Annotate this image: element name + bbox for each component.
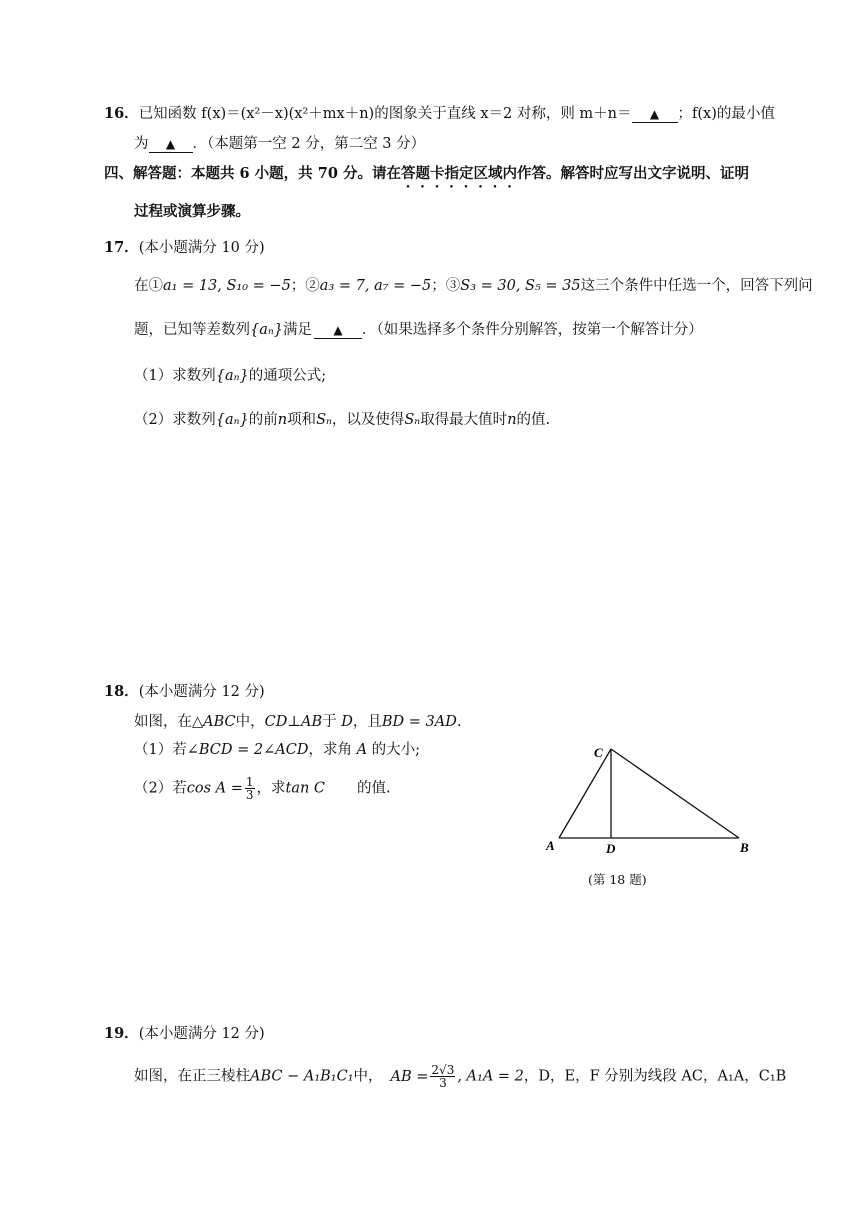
q19-prism: ABC − A₁B₁C₁ xyxy=(250,1068,354,1085)
q17-text: 这三个条件中任选一个，回答下列问 xyxy=(580,278,813,294)
q17-score: (本小题满分 10 分) xyxy=(138,240,265,256)
q17-condition-1: a₁ = 13, S₁₀ = −5 xyxy=(163,278,291,294)
q18-intro xyxy=(134,712,461,732)
q17-condition-3: S₃ = 30, S₅ = 35 xyxy=(460,278,581,294)
q18-triangle: ABC xyxy=(203,714,236,730)
q17-conditions xyxy=(134,276,813,296)
q17-part2-var: Sₙ xyxy=(404,412,421,428)
q19-number: 19． xyxy=(104,1025,139,1042)
q17-part2-sequence: {aₙ} xyxy=(215,412,249,428)
q17-part2-var: n xyxy=(507,412,517,428)
q19-text-b: 中， xyxy=(353,1068,383,1085)
q17-part2-var: n xyxy=(277,412,288,428)
q17-text: ；③ xyxy=(431,278,461,294)
q17-part1 xyxy=(134,366,326,386)
q18-text: ，且 xyxy=(352,714,382,730)
q17-text: ；② xyxy=(290,278,320,294)
q19-a1a: , A₁A = 2 xyxy=(457,1068,524,1085)
q18-tan: tan C xyxy=(285,780,326,797)
q18-number: 18． xyxy=(104,683,139,700)
q18-text: 于 xyxy=(322,714,342,730)
q17-part2-text: 的值. xyxy=(516,412,551,428)
q16-answer-blank-2[interactable]: ▲ xyxy=(149,136,193,153)
q17-part2-text: ，以及使得 xyxy=(331,412,405,428)
q16-answer-blank-1[interactable]: ▲ xyxy=(632,106,678,123)
q18-part1-text: ，求角 xyxy=(308,742,357,758)
q17-part2-var: Sₙ xyxy=(316,412,332,428)
label-c: C xyxy=(594,745,603,760)
q18-part1-text: （1）若 xyxy=(134,742,187,758)
q18-part2-text: （2）若 xyxy=(134,780,187,797)
q17-part2-text: 的前 xyxy=(248,412,278,428)
q17-number: 17． xyxy=(104,239,139,256)
side-ca xyxy=(559,749,611,838)
q18-score: (本小题满分 12 分) xyxy=(138,684,265,700)
label-a: A xyxy=(546,838,555,853)
section4-heading-line2: 过程或演算步骤。 xyxy=(134,203,250,220)
q16-text-d: ．（本题第一空 2 分，第二空 3 分） xyxy=(192,136,426,152)
section4-heading xyxy=(104,164,749,191)
q18-fraction: $\frac{1}{3}$ xyxy=(245,775,254,802)
q19-score: (本小题满分 12 分) xyxy=(138,1026,265,1042)
q16-text-a: 已知函数 f(x)＝(x²－x)(x²＋mx＋n)的图象关于直线 x＝2 对称，则 m＋n＝ xyxy=(138,106,632,122)
q17-condition-2: a₃ = 7, a₇ = −5 xyxy=(319,278,432,294)
q17-part2 xyxy=(134,410,550,430)
q18-text: . xyxy=(456,714,462,730)
section4-heading-emphasis: 答题卡指定区域内 xyxy=(400,165,517,182)
q16-number: 16． xyxy=(104,105,139,122)
q17-part2-text: 项和 xyxy=(287,412,317,428)
q18-figure-caption: (第 18 题) xyxy=(588,872,647,887)
q16-text-b: ；f(x)的最小值 xyxy=(677,106,775,122)
q18-header xyxy=(104,682,265,702)
q16-line1 xyxy=(104,104,775,124)
q19-text-c: ，D，E，F 分别为线段 AC，A₁A，C₁B xyxy=(523,1068,787,1085)
q17-sequence: {aₙ} xyxy=(250,322,283,338)
q17-part1-text: 的通项公式; xyxy=(248,368,327,384)
q17-text: ．（如果选择多个条件分别解答，按第一个解答计分） xyxy=(361,322,703,338)
q18-angle: ∠BCD = 2∠ACD xyxy=(186,742,309,758)
q18-part1-text: 的大小; xyxy=(367,742,421,758)
section4-heading-a: 四、解答题：本题共 6 小题，共 70 分。请在 xyxy=(104,165,401,182)
q18-point-d: D xyxy=(341,714,353,730)
q19-ab: AB = xyxy=(390,1068,429,1085)
q17-part1-sequence: {aₙ} xyxy=(215,368,249,384)
side-cb xyxy=(611,749,739,838)
label-d: D xyxy=(606,841,616,856)
q18-angle-a: A xyxy=(356,742,368,758)
q18-part1 xyxy=(134,740,420,760)
q17-text: 满足 xyxy=(282,322,312,338)
q19-fraction: $\frac{2√3}{3}$ xyxy=(431,1063,455,1090)
q17-text: 在① xyxy=(134,278,163,294)
q17-part2-text: （2）求数列 xyxy=(134,412,216,428)
q18-part2-text: 的值. xyxy=(357,780,391,797)
q17-text: 题，已知等差数列 xyxy=(134,322,250,338)
section4-heading-b: 作答。解答时应写出文字说明、证明 xyxy=(516,165,749,182)
q18-cos: cos A = xyxy=(186,780,243,797)
q18-text: 中， xyxy=(235,714,265,730)
q17-header xyxy=(104,238,265,258)
q17-line2 xyxy=(134,320,703,340)
q19-text xyxy=(134,1064,786,1089)
q19-header xyxy=(104,1024,265,1044)
q16-text-c: 为 xyxy=(134,136,149,152)
q18-ratio: BD = 3AD xyxy=(381,714,457,730)
q16-line2 xyxy=(134,134,425,154)
q17-part1-text: （1）求数列 xyxy=(134,368,216,384)
q18-perp: CD⊥AB xyxy=(264,714,323,730)
q17-part2-text: 取得最大值时 xyxy=(420,412,508,428)
label-b: B xyxy=(740,840,749,855)
q18-text: 如图，在△ xyxy=(134,714,204,730)
q18-part2 xyxy=(134,776,391,801)
q17-answer-blank[interactable]: ▲ xyxy=(314,322,362,339)
q18-part2-text: ，求 xyxy=(256,780,286,797)
q18-figure xyxy=(540,740,760,860)
q19-text-a: 如图，在正三棱柱 xyxy=(134,1068,250,1085)
